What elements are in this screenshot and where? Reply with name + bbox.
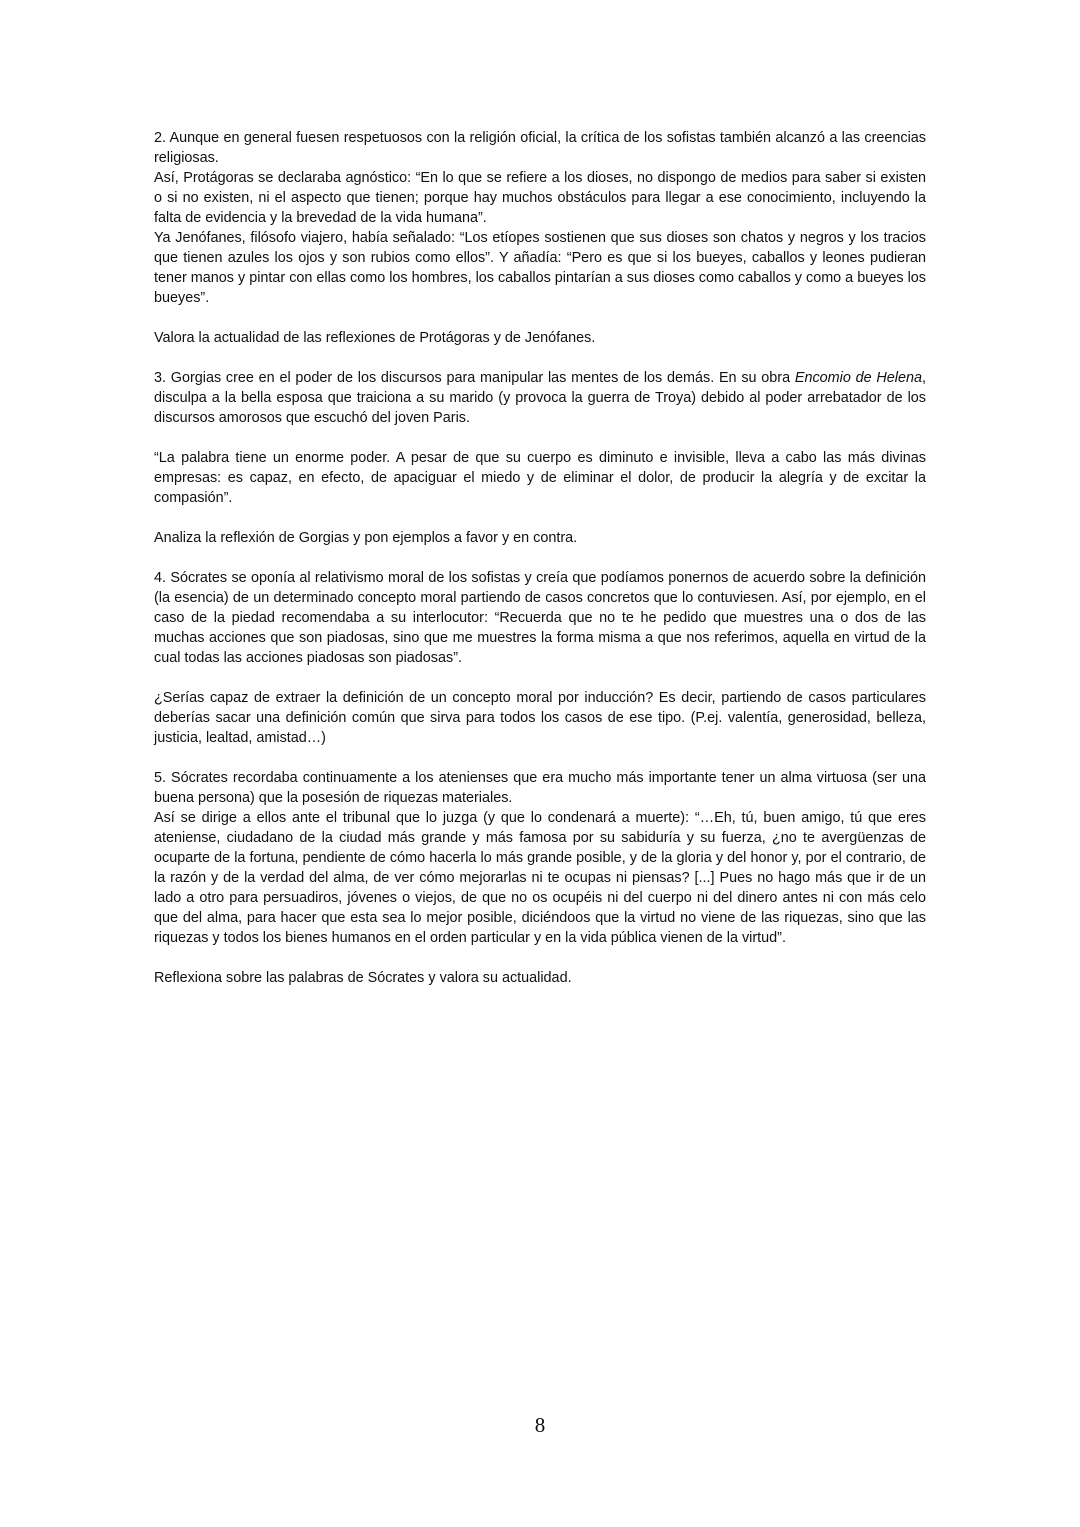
section-5-socrates-quote: Así se dirige a ellos ante el tribunal que lo juzga (y que lo condenará a muerte): “…Eh, tú, buen amigo, tú que eres ateniense, ciudadano de la ciudad más grande y más famosa por su sabiduría y su fuerza, ¿no te avergüenzas de ocuparte de la fortuna, pendiente de cómo hacerla lo más grande posible, y de la gloria y del honor y, por el contrario, de la razón y de la verdad del alma, de ver cómo mejorarlas ni te ocupas ni piensas? [...] Pues no hago más que ir de un lado a otro para persuadiros, jóvenes o viejos, de que no os ocupéis ni del cuerpo ni del dinero antes ni con más celo que del alma, para hacer que esta sea lo mejor posible, diciéndoos que la virtud no viene de las riquezas, sino que las riquezas y todos los bienes humanos en el orden particular y en la vida pública vienen de la virtud”. — [154, 810, 926, 946]
section-2-protagoras-quote: Así, Protágoras se declaraba agnóstico: “En lo que se refiere a los dioses, no dispongo de medios para saber si existen o si no existen, ni el aspecto que tienen; porque hay muchos obstáculos para llegar a ese conocimiento, incluyendo la falta de evidencia y la brevedad de la vida humana”. — [154, 170, 926, 226]
paragraph-gap — [154, 308, 926, 328]
section-2-task: Valora la actualidad de las reflexiones de Protágoras y de Jenófanes. — [154, 330, 596, 346]
page-number: 8 — [534, 1413, 546, 1437]
section-4-intro: 4. Sócrates se oponía al relativismo moral de los sofistas y creía que podíamos ponernos de acuerdo sobre la definición (la esencia) de un determinado concepto moral partiendo de casos concretos que lo contuviesen. Así, por ejemplo, en el caso de la piedad recomendaba a su interlocutor: “Recuerda que no te he pedido que muestres una o dos de las muchas acciones que son piadosas, sino que me muestres la forma misma a que nos referimos, aquella en virtud de la cual todas las acciones piadosas son piadosas”. — [154, 570, 926, 666]
paragraph-gap — [154, 428, 926, 448]
section-3-intro-start: 3. Gorgias cree en el poder de los discursos para manipular las mentes de los demás. En su obra — [154, 370, 795, 386]
section-3-intro-end: , disculpa a la bella esposa que traiciona a su marido (y provoca la guerra de Troya) debido al poder arrebatador de los discursos amorosos que escuchó del joven Paris. — [154, 370, 926, 426]
paragraph-gap — [154, 508, 926, 528]
paragraph-gap — [154, 748, 926, 768]
section-2-jenofanes-quote: Ya Jenófanes, filósofo viajero, había señalado: “Los etíopes sostienen que sus dioses son chatos y negros y los tracios que tienen azules los ojos y son rubios como ellos”. Y añadía: “Pero es que si los bueyes, caballos y leones pudieran tener manos y pintar con ellas como los hombres, los caballos pintarían a sus dioses como caballos y como a bueyes los bueyes”. — [154, 230, 926, 306]
section-4-task: ¿Serías capaz de extraer la definición de un concepto moral por inducción? Es decir, partiendo de casos particulares deberías sacar una definición común que sirva para todos los casos de ese tipo. (P.ej. valentía, generosidad, belleza, justicia, lealtad, amistad…) — [154, 690, 926, 746]
section-5-intro: 5. Sócrates recordaba continuamente a los atenienses que era mucho más importante tener un alma virtuosa (ser una buena persona) que la posesión de riquezas materiales. — [154, 770, 926, 806]
section-5-task: Reflexiona sobre las palabras de Sócrates y valora su actualidad. — [154, 970, 572, 986]
paragraph-gap — [154, 948, 926, 968]
paragraph-gap — [154, 668, 926, 688]
paragraph-gap — [154, 348, 926, 368]
section-2-intro: 2. Aunque en general fuesen respetuosos con la religión oficial, la crítica de los sofistas también alcanzó a las creencias religiosas. — [154, 130, 926, 166]
section-3-gorgias-quote: “La palabra tiene un enorme poder. A pesar de que su cuerpo es diminuto e invisible, lleva a cabo las más divinas empresas: es capaz, en efecto, de apaciguar el miedo y de eliminar el dolor, de producir la alegría y de excitar la compasión”. — [154, 450, 926, 506]
section-3-intro — [154, 368, 926, 428]
paragraph-gap — [154, 548, 926, 568]
section-3-task: Analiza la reflexión de Gorgias y pon ejemplos a favor y en contra. — [154, 530, 578, 546]
page-content — [154, 128, 926, 988]
work-title: Encomio de Helena — [794, 370, 922, 386]
